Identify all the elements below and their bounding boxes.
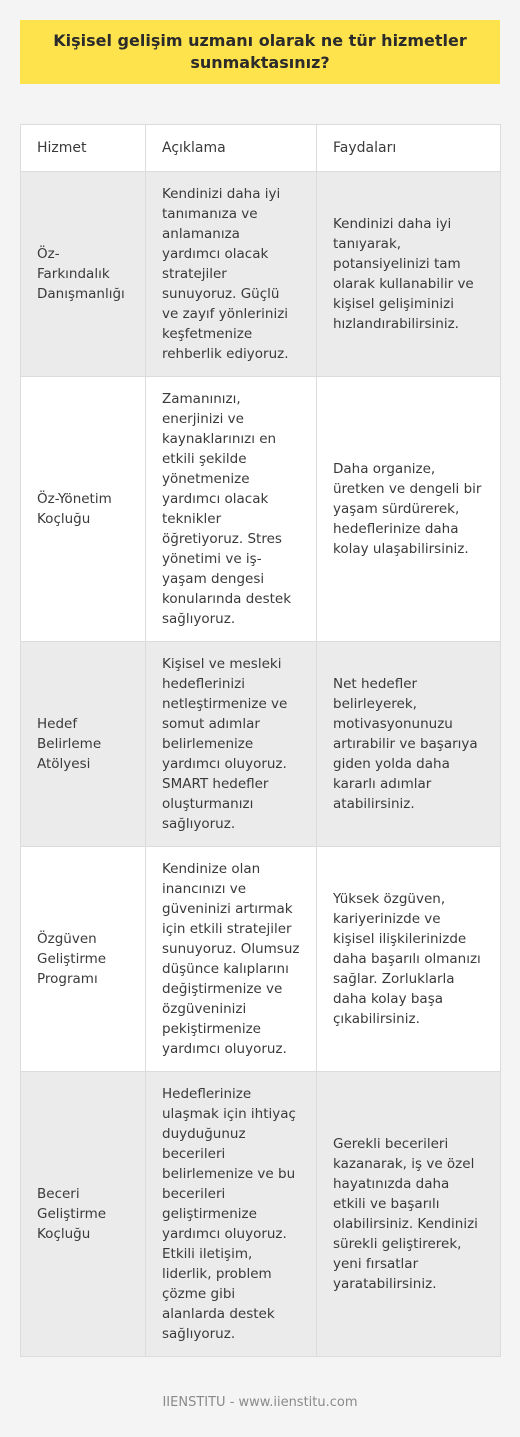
benefits-cell: Kendinizi daha iyi tanıyarak, potansiyelinizi tam olarak kullanabilir ve kişisel gelişiminizi hızlandırabilirsiniz. (317, 172, 501, 377)
table-row (21, 642, 501, 847)
description-cell: Zamanınızı, enerjinizi ve kaynaklarınızı en etkili şekilde yönetmenize yardımcı olacak teknikler öğretiyoruz. Stres yönetimi ve iş-yaşam dengesi konularında destek sağlıyoruz. (146, 377, 317, 642)
service-cell: Öz-Yönetim Koçluğu (21, 377, 146, 642)
benefits-cell: Daha organize, üretken ve dengeli bir yaşam sürdürerek, hedeflerinize daha kolay ulaşabilirsiniz. (317, 377, 501, 642)
page-title: Kişisel gelişim uzmanı olarak ne tür hizmetler sunmaktasınız? (20, 20, 500, 84)
service-cell: Hedef Belirleme Atölyesi (21, 642, 146, 847)
header-benefits: Faydaları (317, 125, 501, 172)
table-row (21, 377, 501, 642)
table-header-row (21, 125, 501, 172)
benefits-cell: Yüksek özgüven, kariyerinizde ve kişisel ilişkilerinizde daha başarılı olmanızı sağlar. Zorluklarla daha kolay başa çıkabilirsiniz. (317, 847, 501, 1072)
table-row (21, 847, 501, 1072)
service-cell: Özgüven Geliştirme Programı (21, 847, 146, 1072)
footer-credit: IIENSTITU - www.iienstitu.com (162, 1395, 358, 1410)
service-cell: Öz-Farkındalık Danışmanlığı (21, 172, 146, 377)
header-service: Hizmet (21, 125, 146, 172)
description-cell: Hedeflerinize ulaşmak için ihtiyaç duyduğunuz becerileri belirlemenize ve bu becerileri geliştirmenize yardımcı oluyoruz. Etkili iletişim, liderlik, problem çözme gibi alanlarda destek sağlıyoruz. (146, 1072, 317, 1357)
description-cell: Kendinizi daha iyi tanımanıza ve anlamanıza yardımcı olacak stratejiler sunuyoruz. Güçlü ve zayıf yönlerinizi keşfetmenize rehberlik ediyoruz. (146, 172, 317, 377)
header-description: Açıklama (146, 125, 317, 172)
description-cell: Kişisel ve mesleki hedeflerinizi netleştirmenize ve somut adımlar belirlemenize yardımcı oluyoruz. SMART hedefler oluşturmanızı sağlıyoruz. (146, 642, 317, 847)
description-cell: Kendinize olan inancınızı ve güveninizi artırmak için etkili stratejiler sunuyoruz. Olumsuz düşünce kalıplarını değiştirmenize ve özgüveninizi pekiştirmenize yardımcı oluyoruz. (146, 847, 317, 1072)
services-table (20, 124, 501, 1357)
table-row (21, 172, 501, 377)
benefits-cell: Gerekli becerileri kazanarak, iş ve özel hayatınızda daha etkili ve başarılı olabilirsiniz. Kendinizi sürekli geliştirerek, yeni fırsatlar yaratabilirsiniz. (317, 1072, 501, 1357)
service-cell: Beceri Geliştirme Koçluğu (21, 1072, 146, 1357)
benefits-cell: Net hedefler belirleyerek, motivasyonunuzu artırabilir ve başarıya giden yolda daha kararlı adımlar atabilirsiniz. (317, 642, 501, 847)
table-row (21, 1072, 501, 1357)
